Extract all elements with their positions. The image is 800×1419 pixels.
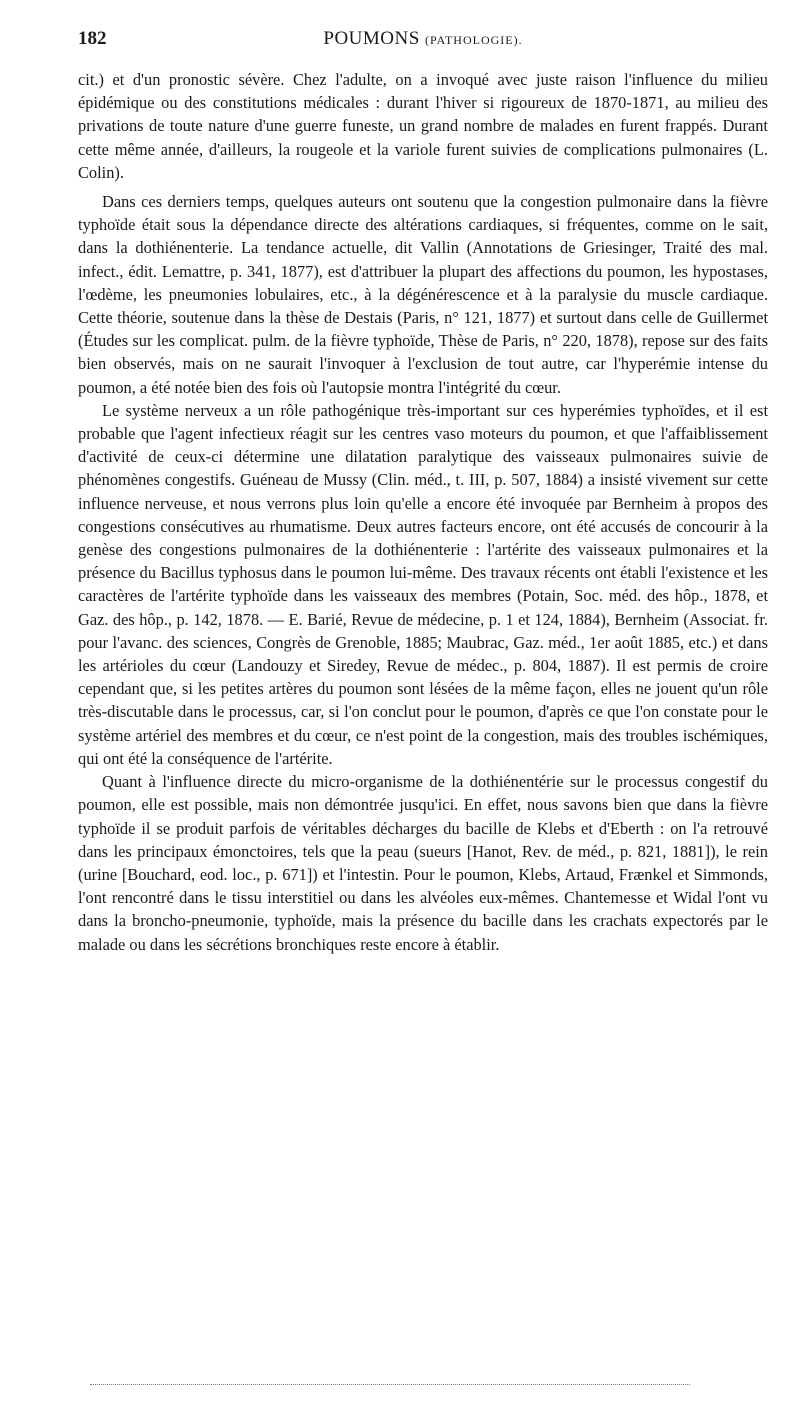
paragraph-3: Le système nerveux a un rôle pathogénique très-important sur ces hyperémies typhoïdes, et il est probable que l'agent infectieux réagit sur les centres vaso moteurs du poumon, et que l'affaiblissement d'activité de ceux-ci détermine une dilatation paralytique des vaisseaux pulmonaires suivie de phénomènes congestifs. Guéneau de Mussy (Clin. méd., t. III, p. 507, 1884) a insisté vivement sur cette influence nerveuse, et nous verrons plus loin qu'elle a encore été invoquée par Bernheim à propos des congestions consécutives au rhumatisme. Deux autres facteurs encore, ont été accusés de concourir à la genèse des congestions pulmonaires de la dothiénenterie : l'artérite des vaisseaux pulmonaires et la présence du Bacillus typhosus dans le poumon lui-même. Des travaux récents ont établi l'existence et les caractères de l'artérite typhoïde dans les vaisseaux des membres (Potain, Soc. méd. des hôp., 1878, et Gaz. des hôp., p. 142, 1878. — E. Barié, Revue de médecine, p. 1 et 124, 1884), Bernheim (Associat. fr. pour l'avanc. des sciences, Congrès de Grenoble, 1885; Maubrac, Gaz. méd., 1er août 1885, etc.) et dans les artérioles du cœur (Landouzy et Siredey, Revue de médec., p. 804, 1887). Il est permis de croire cependant que, si les petites artères du poumon sont lésées de la même façon, elles ne jouent qu'un rôle très-discutable dans le processus, car, si l'on conclut pour le poumon, d'après ce que l'on constate pour le système artériel des membres et du cœur, ce n'est point de la congestion, mais des troubles ischémiques, qui ont été la conséquence de l'artérite. (78, 400, 768, 768)
paragraph-1: cit.) et d'un pronostic sévère. Chez l'adulte, on a invoqué avec juste raison l'influence du milieu épidémique ou des constitutions médicales : durant l'hiver si rigoureux de 1870-1871, au milieu des privations de toute nature d'une guerre funeste, un grand nombre de malades en furent frappés. Durant cette même année, d'ailleurs, la rougeole et la variole furent suivies de complications pulmonaires (L. Colin). (78, 70, 768, 182)
running-title (78, 28, 768, 50)
footer-dotted-rule (90, 1384, 690, 1387)
paragraph-4: Quant à l'influence directe du micro-organisme de la dothiénentérie sur le processus congestif du poumon, elle est possible, mais non démontrée jusqu'ici. En effet, nous savons bien que dans la fièvre typhoïde il se produit parfois de véritables décharges du bacille de Klebs et d'Eberth : on l'a retrouvé dans les principaux émonctoires, tels que la peau (sueurs [Hanot, Rev. de méd., p. 821, 1881]), le rein (urine [Bouchard, eod. loc., p. 671]) et l'intestin. Pour le poumon, Klebs, Artaud, Frænkel et Simmonds, l'ont rencontré dans le tissu interstitiel ou dans les alvéoles eux-mêmes. Chantemesse et Widal l'ont vu dans la broncho-pneumonie, typhoïde, mais la présence du bacille dans les crachats expectorés par le malade ou dans les sécrétions bronchiques reste encore à établir. (78, 772, 768, 954)
body-text (78, 68, 768, 956)
running-title-main: POUMONS (323, 28, 420, 49)
book-page (78, 28, 768, 956)
page-header (78, 28, 768, 54)
paragraph-2: Dans ces derniers temps, quelques auteurs ont soutenu que la congestion pulmonaire dans la fièvre typhoïde était sous la dépendance directe des altérations cardiaques, si fréquentes, comme on le sait, dans la dothiénenterie. La tendance actuelle, dit Vallin (Annotations de Griesinger, Traité des mal. infect., édit. Lemattre, p. 341, 1877), est d'attribuer la plupart des affections du poumon, les hypostases, l'œdème, les pneumonies lobulaires, etc., à la dégénérescence et à la paralysie du muscle cardiaque. Cette théorie, soutenue dans la thèse de Destais (Paris, n° 121, 1877) et surtout dans celle de Guillermet (Études sur les complicat. pulm. de la fièvre typhoïde, Thèse de Paris, n° 220, 1878), repose sur des faits bien observés, mais on ne saurait l'invoquer à l'exclusion de tout autre, car l'hyperémie intense du poumon, a été notée bien des fois où l'autopsie montra l'intégrité du cœur. (78, 192, 768, 397)
running-title-subtitle: (PATHOLOGIE). (425, 33, 523, 47)
page-number: 182 (78, 28, 107, 49)
